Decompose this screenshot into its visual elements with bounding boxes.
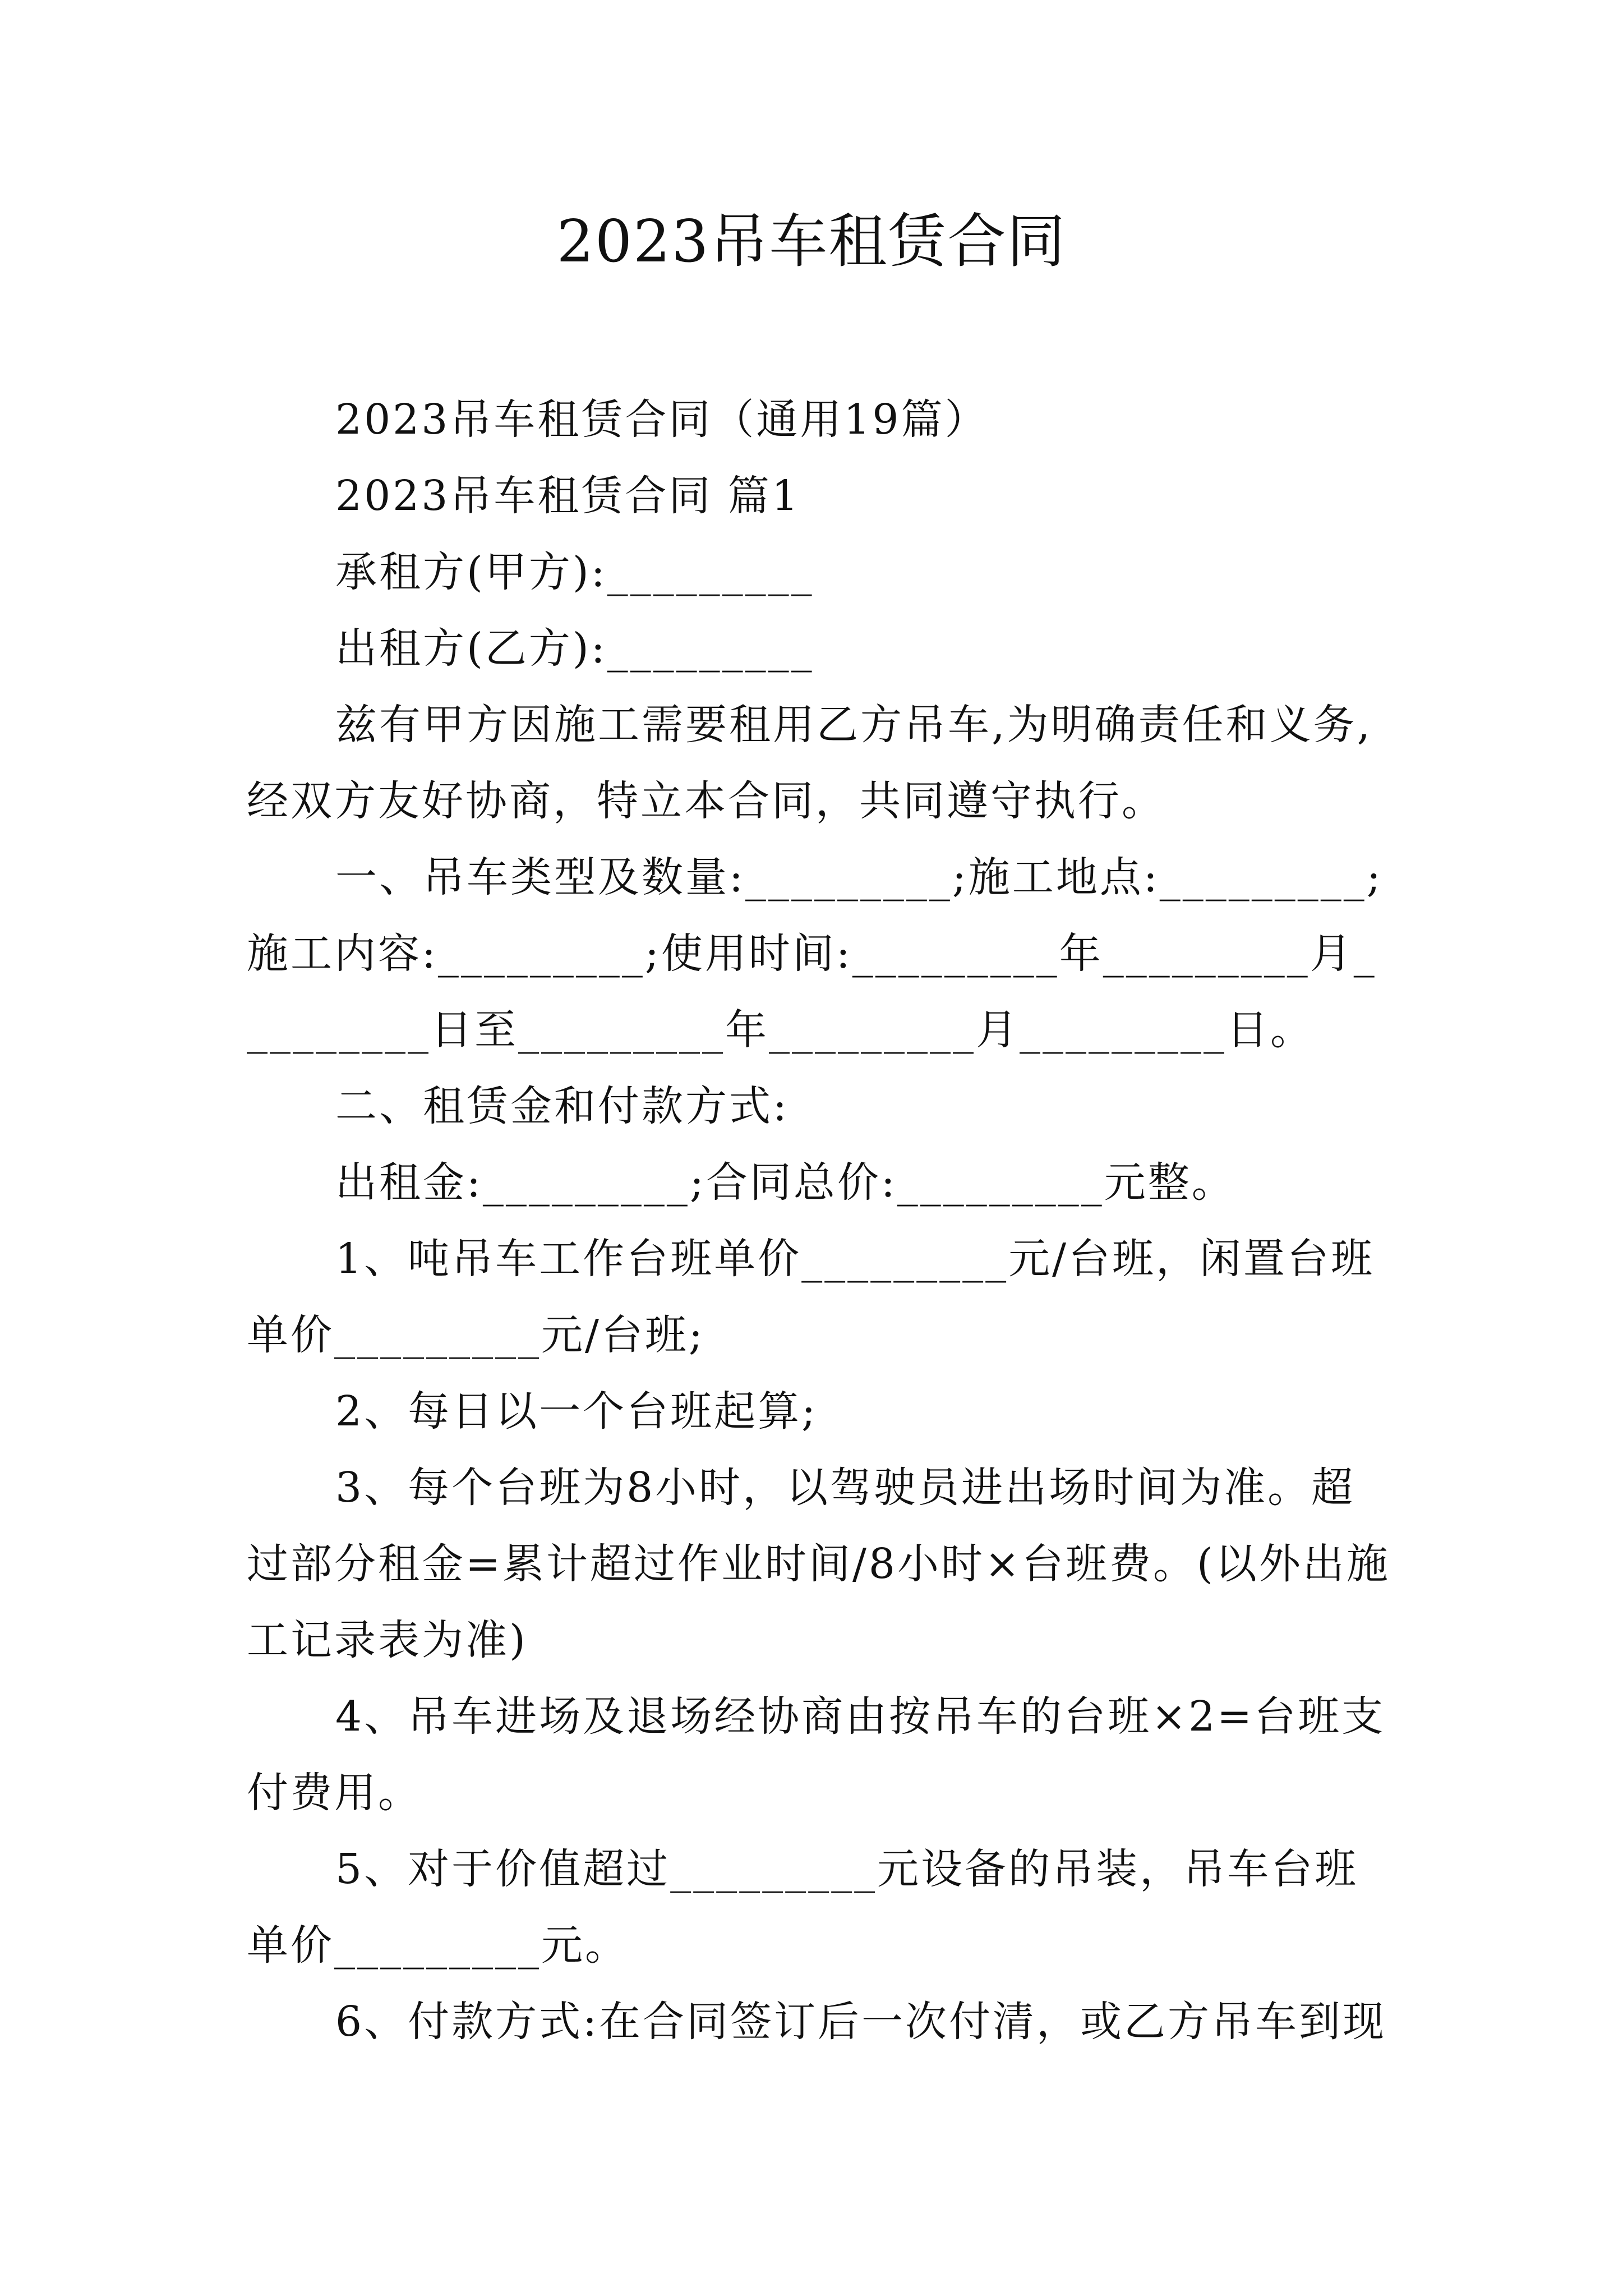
item-3-shift-hours: 3、每个台班为8小时，以驾驶员进出场时间为准。超过部分租金=累计超过作业时间/8小时×台班费。(以外出施工记录表为准) — [247, 1464, 1390, 1664]
item-6-payment-method: 6、付款方式:在合同签订后一次付清，或乙方吊车到现 — [335, 1998, 1387, 2046]
rent-amount-line: 出租金:_________;合同总价:_________元整。 — [335, 1158, 1235, 1207]
item-2-daily-shift: 2、每日以一个台班起算; — [335, 1387, 818, 1435]
item-5-high-value-equipment: 5、对于价值超过_________元设备的吊装，吊车台班单价_________元。 — [247, 1845, 1359, 1970]
item-4-entry-exit-fee: 4、吊车进场及退场经协商由按吊车的台班×2=台班支付费用。 — [247, 1692, 1386, 1817]
clause-1-crane-type: 一、吊车类型及数量:_________;施工地点:_________;施工内容:_________;使用时间:_________年_________月_________日至_________年_________月_________日。 — [247, 853, 1383, 1054]
preamble-paragraph: 兹有甲方因施工需要租用乙方吊车,为明确责任和义务,经双方友好协商，特立本合同，共同遵守执行。 — [247, 701, 1373, 825]
section-heading: 2023吊车租赁合同 篇1 — [335, 472, 800, 520]
item-1-unit-price: 1、吨吊车工作台班单价_________元/台班，闲置台班单价_________元/台班; — [247, 1235, 1375, 1359]
document-body — [247, 381, 1391, 2060]
clause-2-heading: 二、租赁金和付款方式: — [335, 1082, 789, 1130]
subtitle-paragraph: 2023吊车租赁合同（通用19篇） — [335, 395, 989, 444]
lessor-line: 出租方(乙方):_________ — [335, 624, 814, 673]
document-title: 2023吊车租赁合同 — [556, 207, 1067, 275]
lessee-line: 承租方(甲方):_________ — [335, 548, 814, 596]
